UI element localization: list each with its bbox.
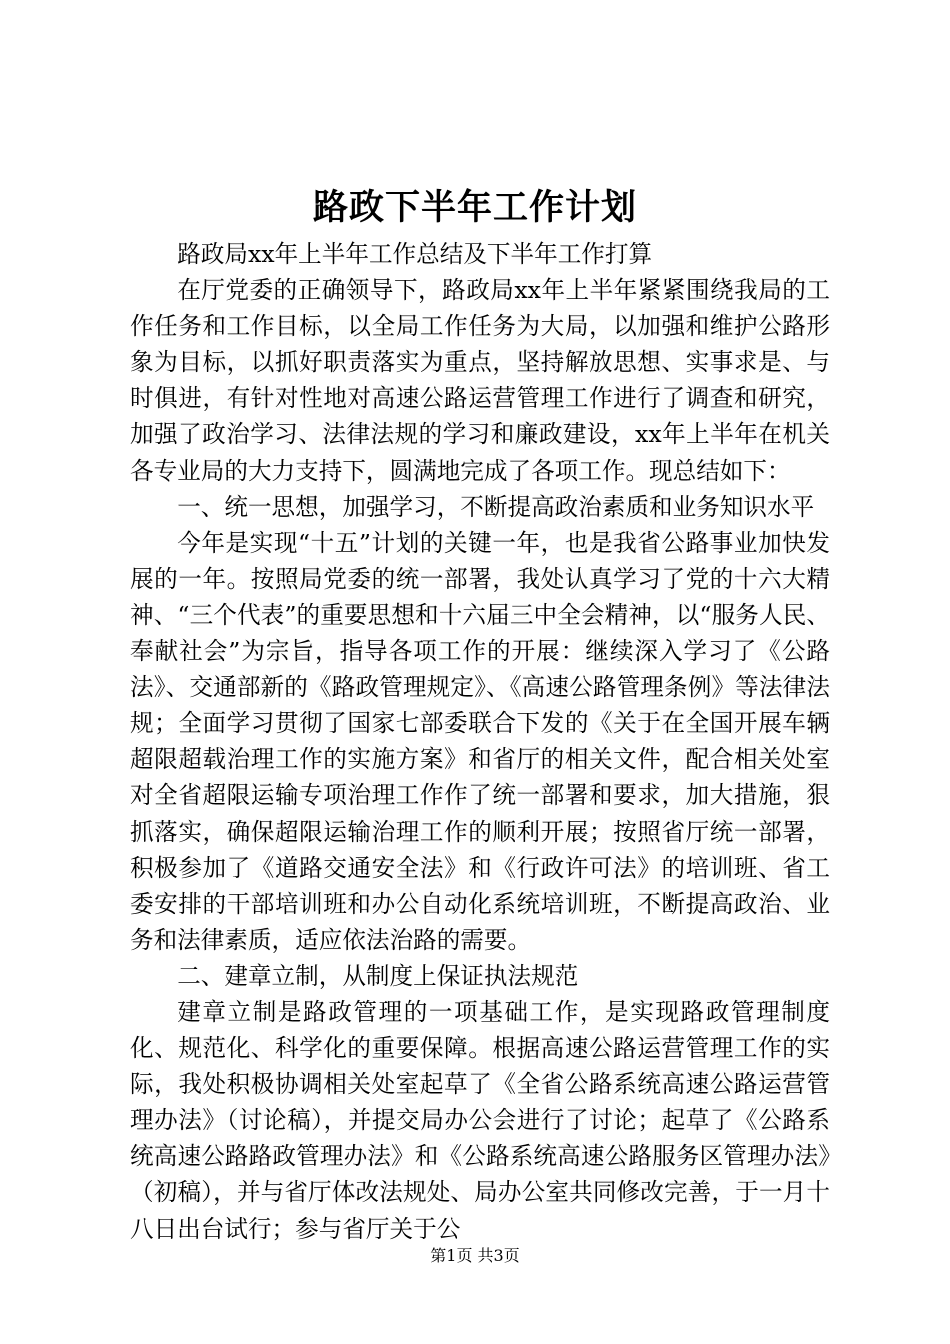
page-number-footer: 第1页 共3页 — [430, 1246, 520, 1265]
section-2-paragraph: 建章立制是路政管理的一项基础工作，是实现路政管理制度化、规范化、科学化的重要保障。根据高速公路运营管理工作的实际，我处积极协调相关处室起草了《全省公路系统高速公路运营管理办法》（讨论稿），并提交局办公会进行了讨论；起草了《公路系统高速公路路政管理办法》和《公路系统高速公路服务区管理办法》（初稿），并与省厅体改法规处、局办公室共同修改完善，于一月十八日出台试行；参与省厅关于公 — [130, 997, 830, 1243]
intro-paragraph: 在厅党委的正确领导下，路政局xx年上半年紧紧围绕我局的工作任务和工作目标，以全局工作任务为大局，以加强和维护公路形象为目标，以抓好职责落实为重点，坚持解放思想、实事求是、与时俱进，有针对性地对高速公路运营管理工作进行了调查和研究，加强了政治学习、法律法规的学习和廉政建设，xx年上半年在机关各专业局的大力支持下，圆满地完成了各项工作。现总结如下： — [130, 276, 830, 485]
section-heading-1: 一、统一思想，加强学习，不断提高政治素质和业务知识水平 — [177, 492, 815, 521]
section-heading-2: 二、建章立制，从制度上保证执法规范 — [177, 961, 579, 990]
section-1-paragraph: 今年是实现“十五”计划的关键一年，也是我省公路事业加快发展的一年。按照局党委的统一部署，我处认真学习了党的十六大精神、“三个代表”的重要思想和十六届三中全会精神，以“服务人民、奉献社会”为宗旨，指导各项工作的开展：继续深入学习了《公路法》、交通部新的《路政管理规定》、《高速公路管理条例》等法律法规；全面学习贯彻了国家七部委联合下发的《关于在全国开展车辆超限超载治理工作的实施方案》和省厅的相关文件，配合相关处室对全省超限运输专项治理工作作了统一部署和要求，加大措施，狠抓落实，确保超限运输治理工作的顺利开展；按照省厅统一部署，积极参加了《道路交通安全法》和《行政许可法》的培训班、省工委安排的干部培训班和办公自动化系统培训班，不断提高政治、业务和法律素质，适应依法治路的需要。 — [130, 528, 830, 954]
document-body — [130, 236, 830, 1247]
subtitle-paragraph: 路政局xx年上半年工作总结及下半年工作打算 — [177, 240, 653, 268]
document-title: 路政下半年工作计划 — [312, 187, 637, 228]
